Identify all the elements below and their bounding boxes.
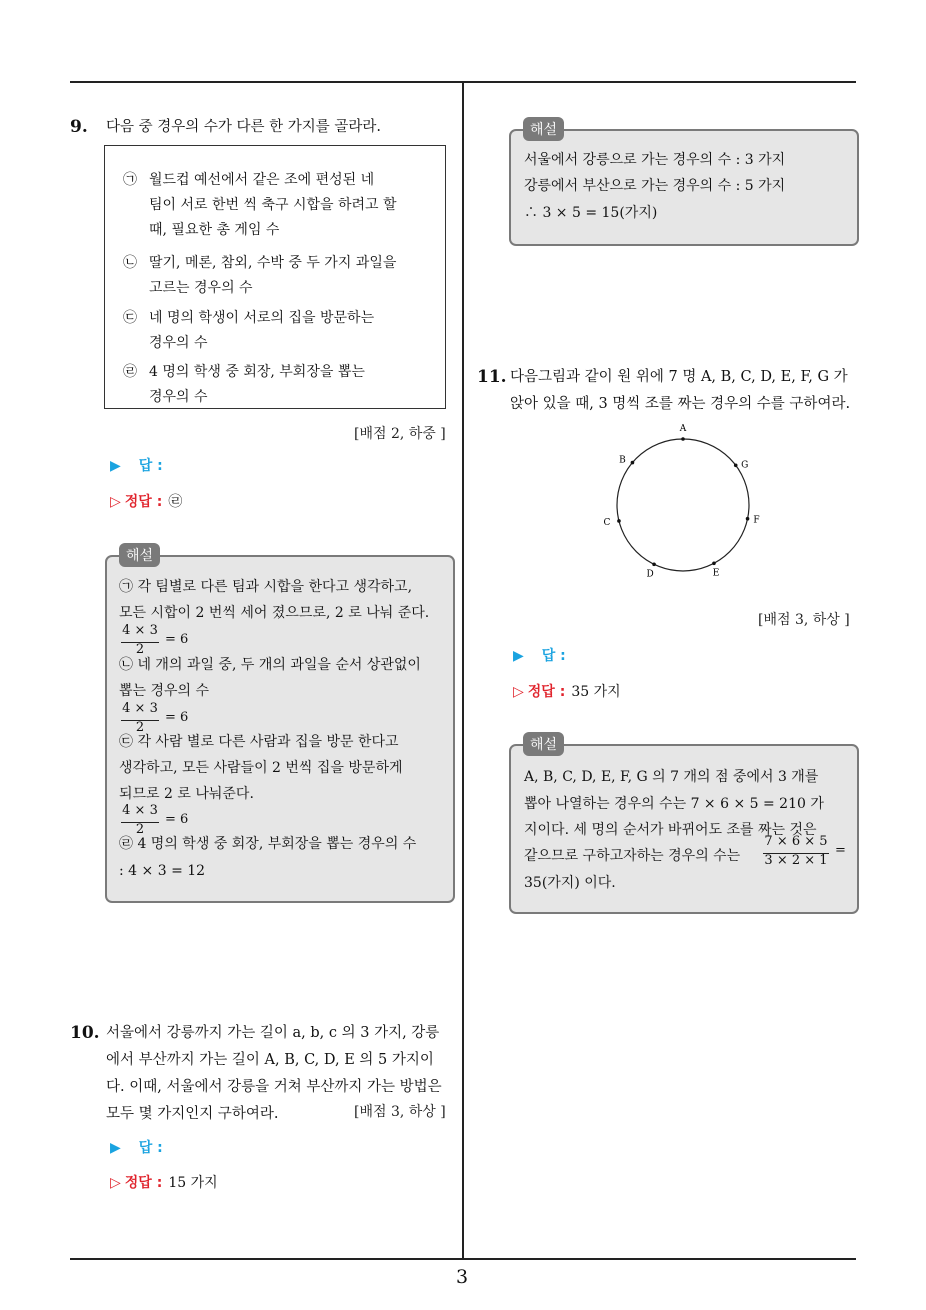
fraction-denominator: 2 [135,720,145,735]
answer-label: 답 : [138,458,163,474]
sol-line: ㉣ 4 명의 학생 중 회장, 부회장을 뽑는 경우의 수 [119,836,417,852]
circle-point-label: D [646,569,654,580]
sol-line: 되므로 2 로 나눠준다. [119,786,254,802]
outline-play-icon: ▷ [110,1175,121,1191]
option-line: 4 명의 학생 중 회장, 부회장을 뽑는 [149,364,365,380]
circle-point-G [734,463,738,467]
option-mark: ㉡ [123,255,137,271]
q9-solution-box [105,555,455,903]
option-line: 때, 필요한 총 게임 수 [149,222,280,238]
option-mark: ㉢ [123,310,137,326]
circle-point-label: C [603,517,611,528]
q11-line: 다음그림과 같이 원 위에 7 명 A, B, C, D, E, F, G 가 [510,369,848,385]
sol-line: 생각하고, 모든 사람들이 2 번씩 집을 방문하게 [119,760,403,776]
q9-correct-row [110,491,182,511]
sol-line: ㉢ 각 사람 별로 다른 사람과 집을 방문 한다고 [119,734,399,750]
correct-label: 정답 : [124,494,163,510]
bottom-rule [70,1258,856,1260]
option-line: 경우의 수 [149,389,208,405]
option-line: 월드컵 예선에서 같은 조에 편성된 네 [149,172,375,188]
q9-meta: [배점 2, 하중 ] [354,426,446,442]
q10-line: 서울에서 강릉까지 가는 길이 a, b, c 의 3 가지, 강릉 [106,1025,440,1041]
q11-answer-row [513,645,566,665]
fraction [763,834,849,874]
correct-label: 정답 : [124,1175,163,1191]
outline-play-icon: ▷ [110,494,121,510]
q11-line: 앉아 있을 때, 3 명씩 조를 짜는 경우의 수를 구하여라. [510,396,851,412]
q10-answer-row [110,1137,163,1157]
circle-point-D [652,563,656,567]
q9-options-box [104,145,446,409]
answer-label: 답 : [541,648,566,664]
q9-option-1 [123,168,443,248]
circle-point-label: B [619,455,626,466]
option-line: 네 명의 학생이 서로의 집을 방문하는 [149,310,375,326]
sol-line: 강릉에서 부산으로 가는 경우의 수 : 5 가지 [524,178,786,194]
sol-line: 모든 시합이 2 번씩 세어 졌으므로, 2 로 나눠 준다. [119,605,430,621]
circle-point-B [631,461,635,465]
q9-text: 다음 중 경우의 수가 다른 한 가지를 골라라. [106,119,381,135]
q10-number: 10. [70,1023,100,1043]
q11-text [510,364,860,418]
outline-play-icon: ▷ [513,684,524,700]
circle-point-E [712,561,716,565]
correct-value: 15 가지 [168,1175,218,1191]
sol-line: ∴ 3 × 5 = 15(가지) [524,205,658,221]
sol-line: 같으므로 구하고자하는 경우의 수는 [524,848,741,864]
q11-solution-box [509,744,859,914]
fraction-denominator: 2 [135,642,145,657]
q9-solution-tag: 해설 [119,543,160,567]
page-number: 3 [456,1266,469,1288]
circle-point-label: G [741,460,749,471]
sol-line: 서울에서 강릉으로 가는 경우의 수 : 3 가지 [524,152,786,168]
fraction-result: = 6 [165,710,189,725]
option-line: 고르는 경우의 수 [149,280,253,296]
q10-solution-box [509,129,859,246]
fraction-denominator: 3 × 2 × 1 [764,853,828,868]
q10-line: 에서 부산까지 가는 길이 A, B, C, D, E 의 5 가지이 [106,1052,434,1068]
sol-line: ㉡ 네 개의 과일 중, 두 개의 과일을 순서 상관없이 [119,657,421,673]
option-line: 경우의 수 [149,335,208,351]
option-mark: ㉣ [123,364,137,380]
fraction-numerator: 7 × 6 × 5 [764,834,828,849]
circle-point-label: E [712,568,720,579]
sol-line: : 4 × 3 = 12 [119,863,206,879]
q10-meta: [배점 3, 하상 ] [354,1104,446,1120]
column-divider [462,82,464,1259]
q11-number: 11. [477,367,507,387]
circle-point-label: F [753,515,760,526]
correct-label: 정답 : [527,684,566,700]
q9-option-3 [123,306,443,358]
q10-correct-row [110,1172,218,1192]
q9-answer-row [110,455,163,475]
q11-solution-tag: 해설 [523,732,564,756]
circle-point-F [746,517,750,521]
option-line: 딸기, 메론, 참외, 수박 중 두 가지 과일을 [149,255,397,271]
q11-meta: [배점 3, 하상 ] [758,612,850,628]
fraction-result: = 6 [165,632,189,647]
sol-line: ㉠ 각 팀별로 다른 팀과 시합을 한다고 생각하고, [119,579,413,595]
play-icon: ▶ [513,648,524,664]
q10-line: 모두 몇 가지인지 구하여라. [106,1106,279,1122]
sol-line: 지이다. 세 명의 순서가 바뀌어도 조를 짜는 것은 [524,822,817,838]
option-line: 팀이 서로 한번 씩 축구 시합을 하려고 할 [149,197,397,213]
play-icon: ▶ [110,458,121,474]
q9-option-4 [123,360,443,412]
circle-diagram [603,425,763,585]
play-icon: ▶ [110,1140,121,1156]
correct-value: 35 가지 [571,684,621,700]
q9-option-2 [123,251,443,303]
answer-label: 답 : [138,1140,163,1156]
fraction-result: = [835,843,846,858]
circle-point-label: A [679,424,687,434]
circle-point-A [681,437,685,441]
q10-solution-tag: 해설 [523,117,564,141]
fraction-denominator: 2 [135,822,145,837]
sol-line: A, B, C, D, E, F, G 의 7 개의 점 중에서 3 개를 [524,769,819,785]
sol-line: 뽑아 나열하는 경우의 수는 7 × 6 × 5 = 210 가 [524,796,824,812]
circle-point-C [617,519,621,523]
correct-value: ㉣ [168,494,183,510]
sol-line: 35(가지) 이다. [524,875,616,891]
fraction-numerator: 4 × 3 [122,701,158,716]
q10-line: 다. 이때, 서울에서 강릉을 거쳐 부산까지 가는 방법은 [106,1079,442,1095]
fraction-numerator: 4 × 3 [122,623,158,638]
sol-line: 뽑는 경우의 수 [119,683,210,699]
option-mark: ㉠ [123,172,137,188]
fraction-result: = 6 [165,812,189,827]
q11-correct-row [513,681,621,701]
q9-number: 9. [70,117,88,137]
fraction-numerator: 4 × 3 [122,803,158,818]
